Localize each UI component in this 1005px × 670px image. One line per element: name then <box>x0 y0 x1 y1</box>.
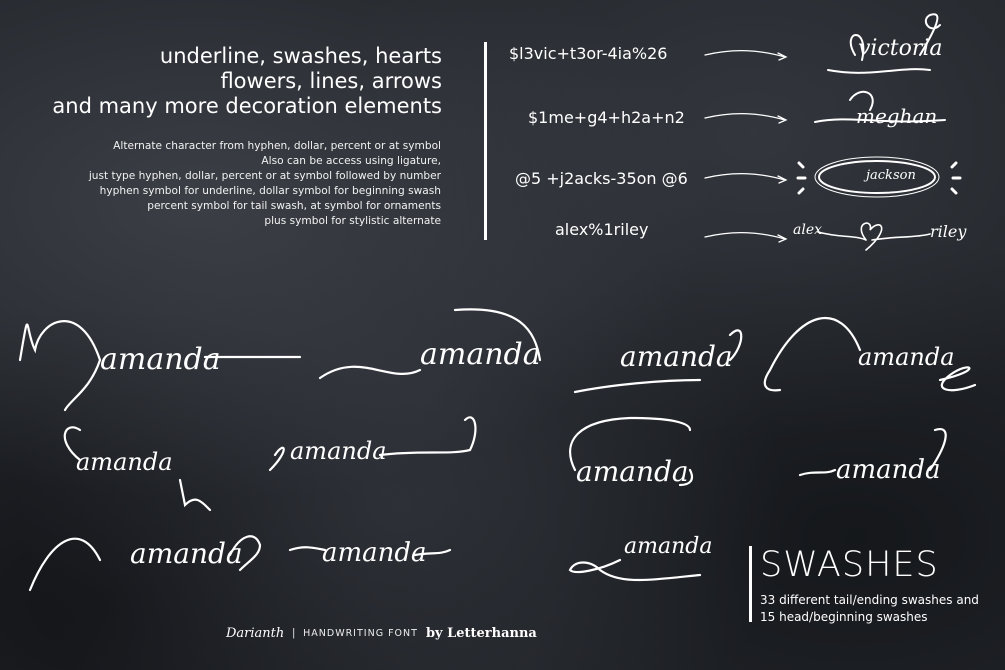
desc-line: plus symbol for stylistic alternate <box>264 215 441 227</box>
heading-line-1: underline, swashes, hearts <box>159 44 442 68</box>
usage-description <box>89 139 441 229</box>
sample-amanda-9: amanda <box>130 537 243 570</box>
example-result-jackson: jackson <box>866 168 916 183</box>
example-result-alex: alex <box>793 222 823 238</box>
footer <box>226 623 537 643</box>
font-name-logo: Darianth <box>226 625 285 641</box>
arrow-icon <box>705 51 786 60</box>
example-code-2: $1me+g4+h2a+n2 <box>528 108 685 127</box>
desc-line: hyphen symbol for underline, dollar symbol for beginning swash <box>99 185 441 197</box>
sample-amanda-7: amanda <box>576 455 689 488</box>
arrow-icon <box>705 174 786 183</box>
sample-amanda-3: amanda <box>620 340 733 373</box>
sample-amanda-8: amanda <box>836 455 941 485</box>
example-result-victoria: victoria <box>858 36 943 61</box>
arrow-icon <box>705 114 786 123</box>
sample-amanda-10: amanda <box>322 538 427 568</box>
heading-line-2: flowers, lines, arrows <box>220 69 442 93</box>
swashes-description <box>760 592 979 626</box>
sample-amanda-4: amanda <box>858 343 955 371</box>
sample-amanda-11: amanda <box>624 534 713 559</box>
desc-line: just type hyphen, dollar, percent or at symbol followed by number <box>88 170 441 182</box>
desc-line: Also can be access using ligature, <box>261 155 441 167</box>
footer-separator: | <box>292 627 296 639</box>
heading-line-3: and many more decoration elements <box>52 94 442 118</box>
sample-amanda-5: amanda <box>76 448 173 476</box>
example-code-3: @5 +j2acks-35on @6 <box>515 169 688 188</box>
example-code-4: alex%1riley <box>555 220 649 239</box>
swashes-desc-line-1: 33 different tail/ending swashes and <box>760 593 979 607</box>
footer-author: by Letterhanna <box>425 625 537 641</box>
sample-amanda-2: amanda <box>420 337 541 372</box>
example-code-1: $l3vic+t3or-4ia%26 <box>509 44 668 63</box>
swashes-desc-line-2: 15 head/beginning swashes <box>760 610 928 624</box>
example-result-riley: riley <box>930 222 967 241</box>
sample-amanda-1: amanda <box>100 342 221 377</box>
arrow-icon <box>705 233 786 242</box>
sample-amanda-6: amanda <box>290 437 387 465</box>
footer-tagline: HANDWRITING FONT <box>303 627 418 639</box>
desc-line: percent symbol for tail swash, at symbol for ornaments <box>147 200 441 212</box>
swashes-title: SWASHES <box>760 545 939 585</box>
swashes-bar <box>749 546 752 622</box>
example-result-meghan: meghan <box>856 104 938 128</box>
vertical-divider <box>484 42 487 240</box>
desc-line: Alternate character from hyphen, dollar, percent or at symbol <box>113 140 441 152</box>
feature-heading <box>52 44 442 119</box>
